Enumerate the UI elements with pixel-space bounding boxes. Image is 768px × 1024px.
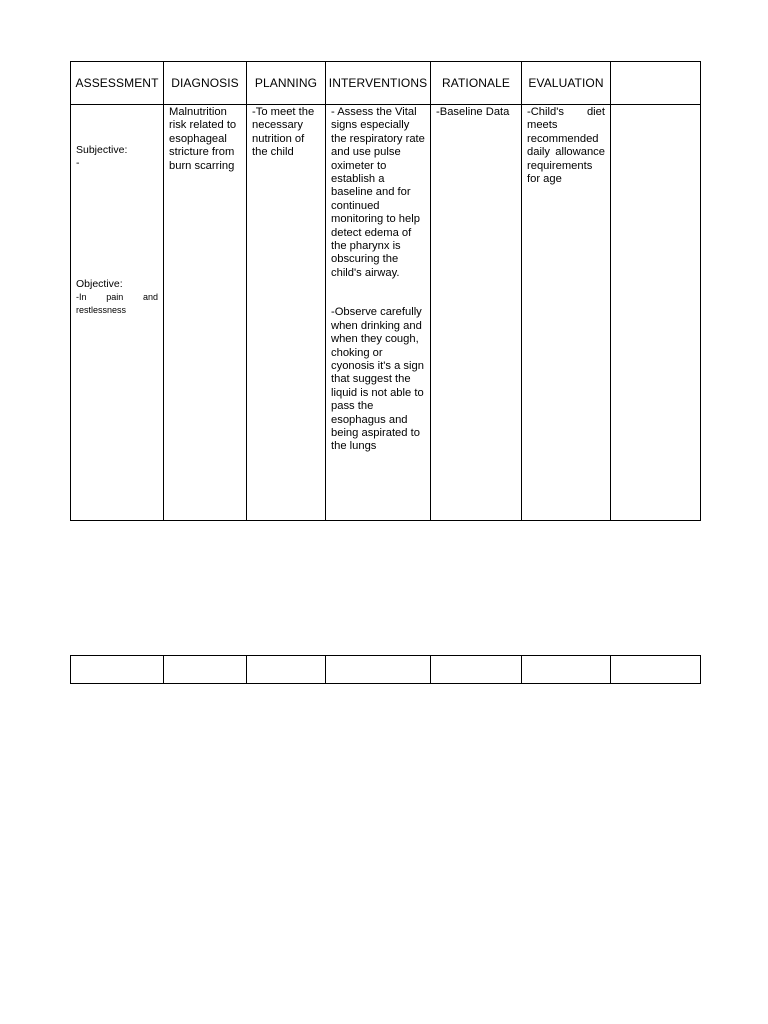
header-rationale: RATIONALE bbox=[431, 62, 522, 105]
nursing-care-plan-table bbox=[70, 61, 701, 521]
cell-evaluation bbox=[522, 105, 611, 521]
subjective-label: Subjective: bbox=[76, 144, 128, 156]
intervention-item: -Observe carefully when drinking and when they cough, choking or cyonosis it's a sign that suggest the liquid is not able to pass the esophagus and being aspirated to the lungs bbox=[331, 306, 424, 453]
cell-empty bbox=[611, 105, 701, 521]
care-plan-row bbox=[71, 105, 701, 521]
blank-cell bbox=[611, 656, 701, 684]
rationale-text: -Baseline Data bbox=[436, 106, 510, 118]
header-assessment: ASSESSMENT bbox=[71, 62, 164, 105]
subjective-block bbox=[76, 144, 127, 170]
blank-cell bbox=[247, 656, 326, 684]
header-planning: PLANNING bbox=[247, 62, 326, 105]
diagnosis-text: Malnutrition risk related to esophageal stricture from burn scarring bbox=[169, 106, 237, 172]
objective-value: -In pain and restlessness bbox=[76, 292, 158, 315]
blank-table bbox=[70, 655, 701, 684]
header-interventions: INTERVENTIONS bbox=[326, 62, 431, 105]
blank-cell bbox=[326, 656, 431, 684]
subjective-value: - bbox=[76, 157, 80, 169]
evaluation-text: -Child's diet meets recommended daily allowance requirements for age bbox=[527, 106, 605, 186]
blank-row bbox=[71, 656, 701, 684]
header-empty bbox=[611, 62, 701, 105]
blank-cell bbox=[71, 656, 164, 684]
header-row bbox=[71, 62, 701, 105]
objective-block bbox=[76, 278, 158, 317]
cell-interventions bbox=[326, 105, 431, 521]
cell-planning bbox=[247, 105, 326, 521]
planning-text: -To meet the necessary nutrition of the child bbox=[252, 106, 315, 159]
cell-diagnosis bbox=[164, 105, 247, 521]
blank-cell bbox=[431, 656, 522, 684]
header-diagnosis: DIAGNOSIS bbox=[164, 62, 247, 105]
header-evaluation: EVALUATION bbox=[522, 62, 611, 105]
blank-cell bbox=[164, 656, 247, 684]
blank-cell bbox=[522, 656, 611, 684]
cell-rationale bbox=[431, 105, 522, 521]
objective-label: Objective: bbox=[76, 278, 123, 290]
cell-assessment bbox=[71, 105, 164, 521]
intervention-item: - Assess the Vital signs especially the respiratory rate and use pulse oximeter to establish a baseline and for continued monitoring to help detect edema of the pharynx is obscuring the child's airway. bbox=[331, 106, 425, 279]
